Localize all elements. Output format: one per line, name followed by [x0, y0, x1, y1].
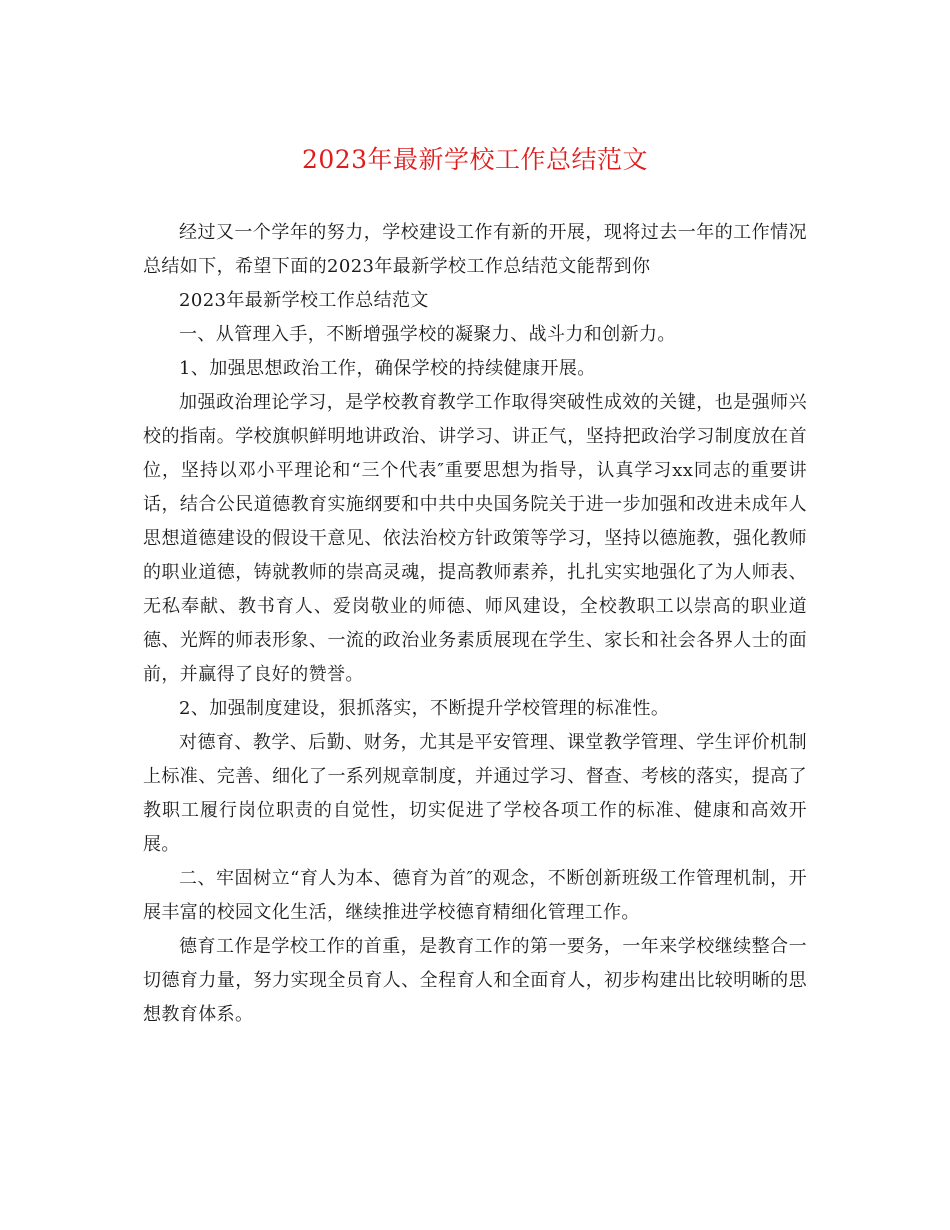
paragraph-moral-education: 德育工作是学校工作的首重，是教育工作的第一要务，一年来学校继续整合一切德育力量，努力实现全员育人、全程育人和全面育人，初步构建出比较明晰的思想教育体系。	[143, 936, 807, 1025]
paragraph-intro: 经过又一个学年的努力，学校建设工作有新的开展，现将过去一年的工作情况总结如下，希望下面的2023年最新学校工作总结范文能帮到你	[143, 222, 807, 277]
section-heading-1: 一、从管理入手，不断增强学校的凝聚力、战斗力和创新力。	[179, 324, 676, 345]
subsection-heading-1-1: 1、加强思想政治工作，确保学校的持续健康开展。	[179, 358, 596, 379]
document-body	[143, 216, 807, 1032]
paragraph-rules-system: 对德育、教学、后勤、财务，尤其是平安管理、课堂教学管理、学生评价机制上标准、完善、细化了一系列规章制度，并通过学习、督查、考核的落实，提高了教职工履行岗位职责的自觉性，切实促进了学校各项工作的标准、健康和高效开展。	[143, 732, 807, 855]
subsection-heading-1-2: 2、加强制度建设，狠抓落实，不断提升学校管理的标准性。	[179, 698, 670, 719]
paragraph-political-study: 加强政治理论学习，是学校教育教学工作取得突破性成效的关键，也是强师兴校的指南。学校旗帜鲜明地讲政治、讲学习、讲正气，坚持把政治学习制度放在首位，坚持以邓小平理论和“三个代表″重要思想为指导，认真学习xx同志的重要讲话，结合公民道德教育实施纲要和中共中央国务院关于进一步加强和改进未成年人思想道德建设的假设干意见、依法治校方针政策等学习，坚持以德施教，强化教师的职业道德，铸就教师的崇高灵魂，提高教师素养，扎扎实实地强化了为人师表、无私奉献、教书育人、爱岗敬业的师德、师风建设，全校教职工以崇高的职业道德、光辉的师表形象、一流的政治业务素质展现在学生、家长和社会各界人士的面前，并赢得了良好的赞誉。	[143, 392, 807, 685]
document-title: 2023年最新学校工作总结范文	[301, 145, 649, 174]
section-heading-2: 二、牢固树立“育人为本、德育为首″的观念，不断创新班级工作管理机制，开展丰富的校园文化生活，继续推进学校德育精细化管理工作。	[143, 868, 807, 923]
paragraph-subtitle: 2023年最新学校工作总结范文	[179, 290, 429, 311]
